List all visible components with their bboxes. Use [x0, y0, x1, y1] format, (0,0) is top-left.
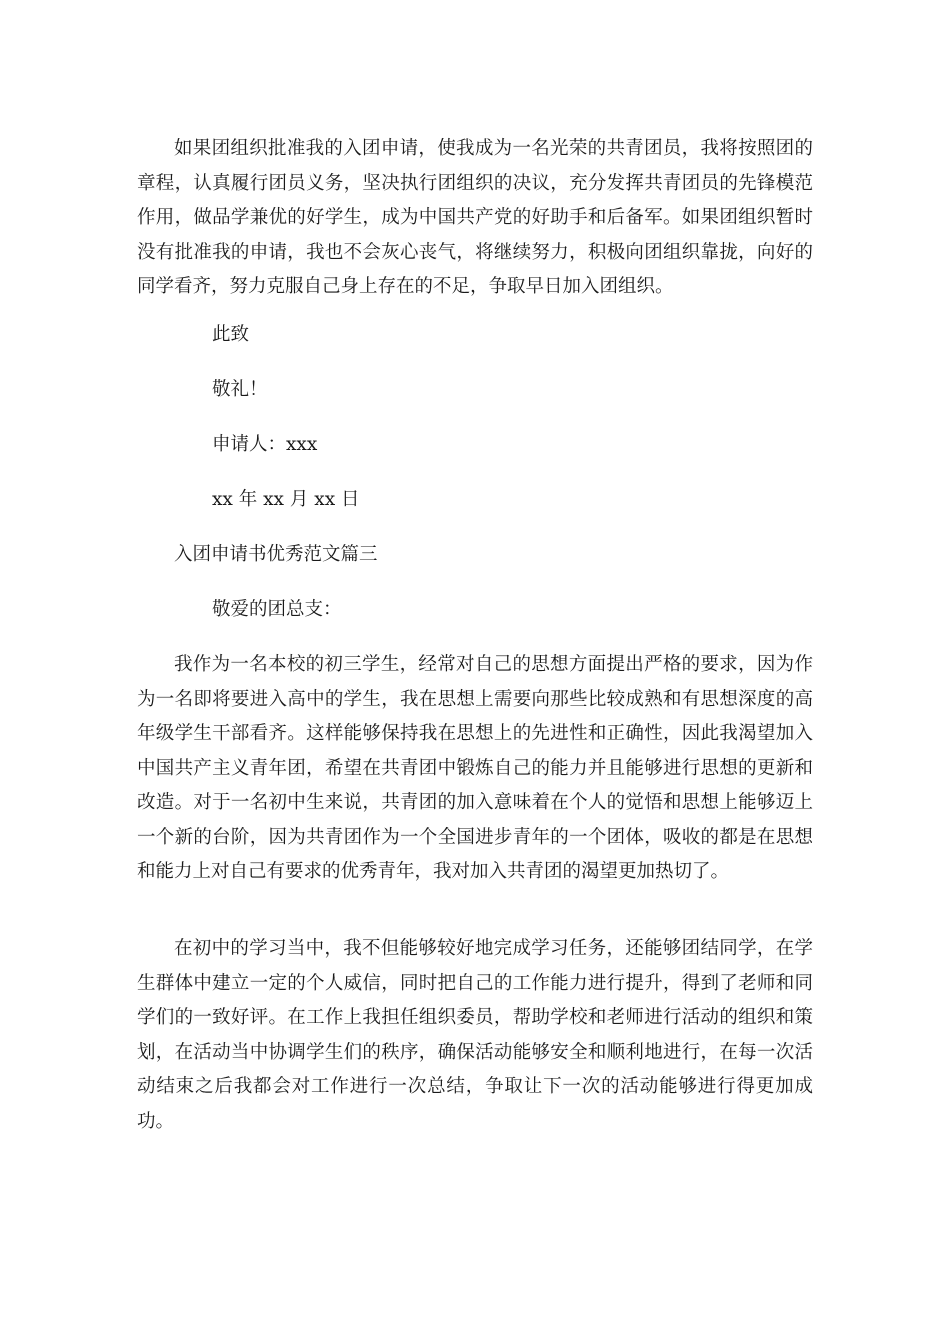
applicant-signature: 申请人：xxx — [212, 434, 318, 455]
paragraph-motivation: 我作为一名本校的初三学生，经常对自己的思想方面提出严格的要求，因为作为一名即将要进入高中的学生，我在思想上需要向那些比较成熟和有思想深度的高年级学生干部看齐。这样能够保持我在思想上的先进性和正确性，因此我渴望加入中国共产主义青年团，希望在共青团中锻炼自己的能力并且能够进行思想的更新和改造。对于一名初中生来说，共青团的加入意味着在个人的觉悟和思想上能够迈上一个新的台阶，因为共青团作为一个全国进步青年的一个团体，吸收的都是在思想和能力上对自己有要求的优秀青年，我对加入共青团的渴望更加热切了。 — [137, 654, 813, 882]
application-date: xx 年 xx 月 xx 日 — [212, 489, 360, 510]
section-title: 入团申请书优秀范文篇三 — [174, 544, 378, 565]
paragraph-achievements: 在初中的学习当中，我不但能够较好地完成学习任务，还能够团结同学，在学生群体中建立一定的个人威信，同时把自己的工作能力进行提升，得到了老师和同学们的一致好评。在工作上我担任组织委员，帮助学校和老师进行活动的组织和策划，在活动当中协调学生们的秩序，确保活动能够安全和顺利地进行，在每一次活动结束之后我都会对工作进行一次总结，争取让下一次的活动能够进行得更加成功。 — [137, 938, 813, 1132]
closing-regards: 敬礼！ — [212, 379, 268, 400]
letter-salutation: 敬爱的团总支： — [212, 599, 342, 620]
closing-salutation: 此致 — [212, 324, 250, 345]
paragraph-pledge: 如果团组织批准我的入团申请，使我成为一名光荣的共青团员，我将按照团的章程，认真履行团员义务，坚决执行团组织的决议，充分发挥共青团员的先锋模范作用，做品学兼优的好学生，成为中国共产党的好助手和后备军。如果团组织暂时没有批准我的申请，我也不会灰心丧气，将继续努力，积极向团组织靠拢，向好的同学看齐，努力克服自己身上存在的不足，争取早日加入团组织。 — [137, 138, 813, 297]
